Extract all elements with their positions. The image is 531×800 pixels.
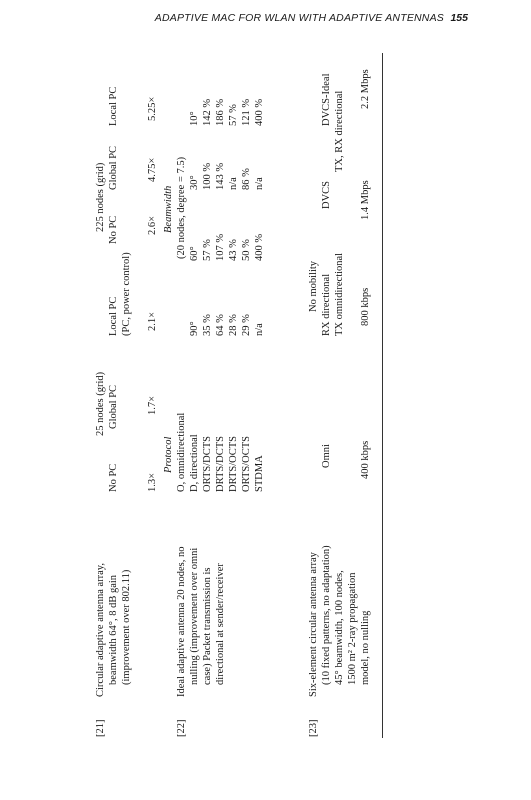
cell-stdma-30: n/a xyxy=(254,177,265,190)
protocol-directional: D, directional xyxy=(189,434,200,492)
ref-22: [22] xyxy=(176,719,187,737)
value-21-1: 1.7× xyxy=(147,395,158,415)
desc-21-line-2: beamwidth 64°, 8 dB gain xyxy=(108,574,119,685)
cell-stdma-90: n/a xyxy=(254,323,265,336)
desc-22-line-2: nulling (improvement over omni xyxy=(189,547,200,685)
beamwidth-60: 60° xyxy=(189,246,200,261)
cell-orts-octs-30: 86 % xyxy=(241,168,252,190)
protocol-drts-octs: DRTS/OCTS xyxy=(228,436,239,492)
col-local-pc-2: Local PC xyxy=(108,86,119,126)
cell-orts-dcts-10: 142 % xyxy=(202,98,213,126)
beamwidth-header: Beamwidth xyxy=(163,185,174,233)
value-23-omni: 400 kbps xyxy=(360,440,371,479)
cell-orts-dcts-90: 35 % xyxy=(202,314,213,336)
cell-orts-octs-10: 121 % xyxy=(241,98,252,126)
col-no-pc-2: No PC xyxy=(108,215,119,244)
cell-orts-dcts-30: 100 % xyxy=(202,162,213,190)
beamwidth-30: 30° xyxy=(189,175,200,190)
col-global-pc-2: Global PC xyxy=(108,145,119,190)
col-local-pc-1: Local PC xyxy=(108,296,119,336)
beamwidth-90: 90° xyxy=(189,321,200,336)
desc-23-line-4: 1500 m² 2-ray propagation xyxy=(347,572,358,685)
desc-21-line-1: Circular adaptive antenna array, xyxy=(95,563,106,697)
cell-drts-octs-30: n/a xyxy=(228,177,239,190)
col-no-pc-1: No PC xyxy=(108,463,119,492)
desc-23-line-2: (10 fixed patterns, no adaptation) xyxy=(321,545,332,685)
cell-drts-dcts-90: 64 % xyxy=(215,314,226,336)
protocol-orts-octs: ORTS/OCTS xyxy=(241,436,252,492)
running-title: ADAPTIVE MAC FOR WLAN WITH ADAPTIVE ANTENNAS xyxy=(154,12,444,24)
protocol-stdma: STDMA xyxy=(254,455,265,492)
mobility-header: No mobility xyxy=(308,260,319,312)
protocol-orts-dcts: ORTS/DCTS xyxy=(202,436,213,492)
value-21-3: 2.6× xyxy=(147,215,158,235)
desc-22-line-4: directional at sender/receiver xyxy=(215,563,226,685)
col-dvcs-ideal: DVCS-Ideal xyxy=(321,73,332,126)
desc-23-line-5: model, no nulling xyxy=(360,610,371,685)
protocol-omni: O, omnidirectional xyxy=(176,412,187,492)
running-header xyxy=(0,8,531,32)
value-23-rx-directional: 800 kbps xyxy=(360,287,371,326)
beamwidth-10: 10° xyxy=(189,111,200,126)
cell-stdma-60: 400 % xyxy=(254,233,265,261)
value-23-dvcs-ideal: 2.2 Mbps xyxy=(360,69,371,109)
ref-23: [23] xyxy=(308,719,319,737)
rotated-table xyxy=(92,35,487,745)
value-21-4: 4.75× xyxy=(147,157,158,182)
pc-footnote: (PC, power control) xyxy=(121,252,132,336)
desc-22-line-1: Ideal adaptive antenna 20 nodes, no xyxy=(176,546,187,697)
cell-stdma-10: 400 % xyxy=(254,98,265,126)
cell-drts-octs-90: 28 % xyxy=(228,314,239,336)
beamwidth-subheader: (20 nodes, degree = 7.5) xyxy=(176,156,187,259)
protocol-drts-dcts: DRTS/DCTS xyxy=(215,436,226,492)
value-21-5: 5.25× xyxy=(147,96,158,121)
cell-orts-octs-60: 50 % xyxy=(241,239,252,261)
desc-23-line-1: Six-element circular antenna array xyxy=(308,552,319,697)
group-header-225: 225 nodes (grid) xyxy=(95,162,106,232)
col-dvcs: DVCS xyxy=(321,180,332,209)
col-rx-directional: RX directional xyxy=(321,273,332,336)
table-bottom-rule xyxy=(382,53,383,738)
cell-orts-dcts-60: 57 % xyxy=(202,239,213,261)
desc-23-line-3: 45° beamwidth, 100 nodes, xyxy=(334,570,345,685)
cell-drts-dcts-60: 107 % xyxy=(215,233,226,261)
cell-orts-octs-90: 29 % xyxy=(241,314,252,336)
value-21-2: 2.1× xyxy=(147,311,158,331)
ref-21: [21] xyxy=(95,719,106,737)
cell-drts-octs-60: 43 % xyxy=(228,239,239,261)
value-21-0: 1.3× xyxy=(147,472,158,492)
cell-drts-dcts-30: 143 % xyxy=(215,162,226,190)
group-header-25: 25 nodes (grid) xyxy=(95,371,106,436)
page-number: 155 xyxy=(450,12,468,24)
cell-drts-dcts-10: 186 % xyxy=(215,98,226,126)
col-global-pc-1: Global PC xyxy=(108,384,119,429)
col-omni: Omni xyxy=(321,444,332,468)
cell-drts-octs-10: 57 % xyxy=(228,104,239,126)
protocol-header: Protocol xyxy=(163,436,174,473)
desc-22-line-3: case) Packet transmission is xyxy=(202,567,213,685)
desc-21-line-3: (improvement over 802.11) xyxy=(121,569,132,685)
value-23-dvcs: 1.4 Mbps xyxy=(360,180,371,220)
tx-rx-subheader: TX, RX directional xyxy=(334,90,345,172)
tx-omni-subheader: TX omnidirectional xyxy=(334,252,345,336)
